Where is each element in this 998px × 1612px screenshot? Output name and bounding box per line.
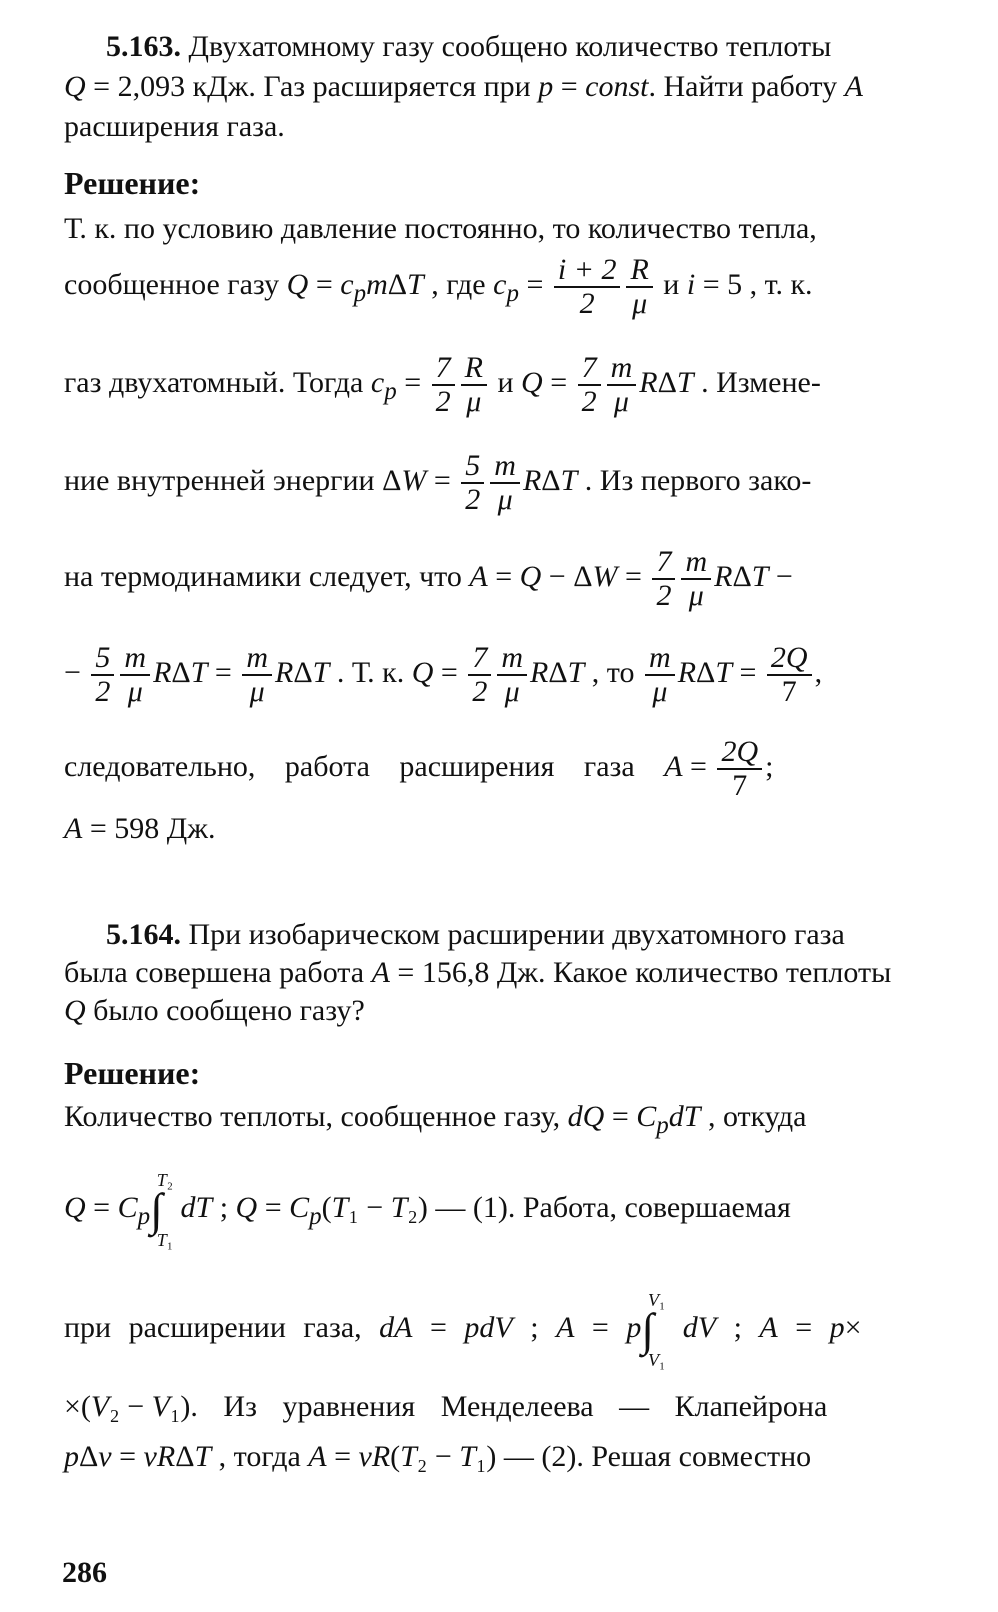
solution-164-line-4: ×(V₂ − V₁). Из уравнения Менделеева — Клапейрона: [64, 1390, 828, 1423]
problem-163-line-1: 5.163. Двухатомному газу сообщено количество теплоты: [106, 30, 832, 63]
solution-163-line-7: следовательно, работа расширения газа A = $\frac{2Q}{7}$ ;: [64, 735, 774, 803]
problem-163-number: 5.163.: [106, 30, 181, 63]
problem-164-number: 5.164.: [106, 918, 181, 951]
solution-164-line-1: Количество теплоты, сообщенное газу, dQ = $C_pdT$ , откуда: [64, 1100, 807, 1139]
problem-163-line-3: расширения газа.: [64, 110, 285, 143]
problem-164-line-3: Q было сообщено газу?: [64, 994, 365, 1027]
solution-164-line-3: при расширении газа, dA = pdV ; A = p∫V₁ V₁ dV ; A = p×: [64, 1290, 862, 1370]
page-number: 286: [62, 1556, 107, 1589]
problem-163-line-2: Q = 2,093 кДж. Газ расширяется при p = const. Найти работу A: [64, 70, 863, 103]
solution-164-heading: Решение:: [64, 1055, 201, 1091]
solution-163-line-4: ние внутренней энергии ΔW = $\frac{5}{2}$ $\frac{m}{\mu}$ RΔT . Из первого зако-: [64, 449, 812, 517]
solution-163-line-5: на термодинамики следует, что A = Q − ΔW = $\frac{7}{2}$ $\frac{m}{\mu}$ RΔT −: [64, 545, 793, 613]
solution-164-line-5: pΔv = vRΔT , тогда A = vR(T₂ − T₁) — (2). Решая совместно: [64, 1440, 812, 1473]
problem-164-line-1: 5.164. При изобарическом расширении двухатомного газа: [106, 918, 845, 951]
solution-163-heading: Решение:: [64, 165, 201, 201]
solution-163-line-2: сообщенное газу $Q = c_pm\Delta T$ , где $c_p$ = $\frac{i + 2}{2}$ $\frac{R}{\mu}$ и i = 5 , т. к.: [64, 253, 813, 321]
solution-163-answer: A = 598 Дж.: [64, 812, 216, 845]
solution-164-line-2: $Q = C_p\int T_2$ T₁ dT ; $Q = C_p(T_1 - T_2)$ — (1). Работа, совершаемая: [64, 1170, 791, 1250]
solution-163-line-1: Т. к. по условию давление постоянно, то количество тепла,: [64, 212, 817, 245]
solution-163-line-3: газ двухатомный. Тогда $c_p$ = $\frac{7}{2}$ $\frac{R}{\mu}$ и Q = $\frac{7}{2}$ $\frac{m}{\mu}$ RΔT . Измене-: [64, 351, 821, 419]
solution-163-line-6: − $\frac{5}{2}$ $\frac{m}{\mu}$ RΔT = $\frac{m}{\mu}$ RΔT . Т. к. Q = $\frac{7}{2}$ $\frac{m}{\mu}$ RΔT , то $\frac{m}{\mu}$ RΔT = $\frac{2Q}{7}$ ,: [64, 641, 823, 709]
problem-164-line-2: была совершена работа A = 156,8 Дж. Какое количество теплоты: [64, 956, 892, 989]
